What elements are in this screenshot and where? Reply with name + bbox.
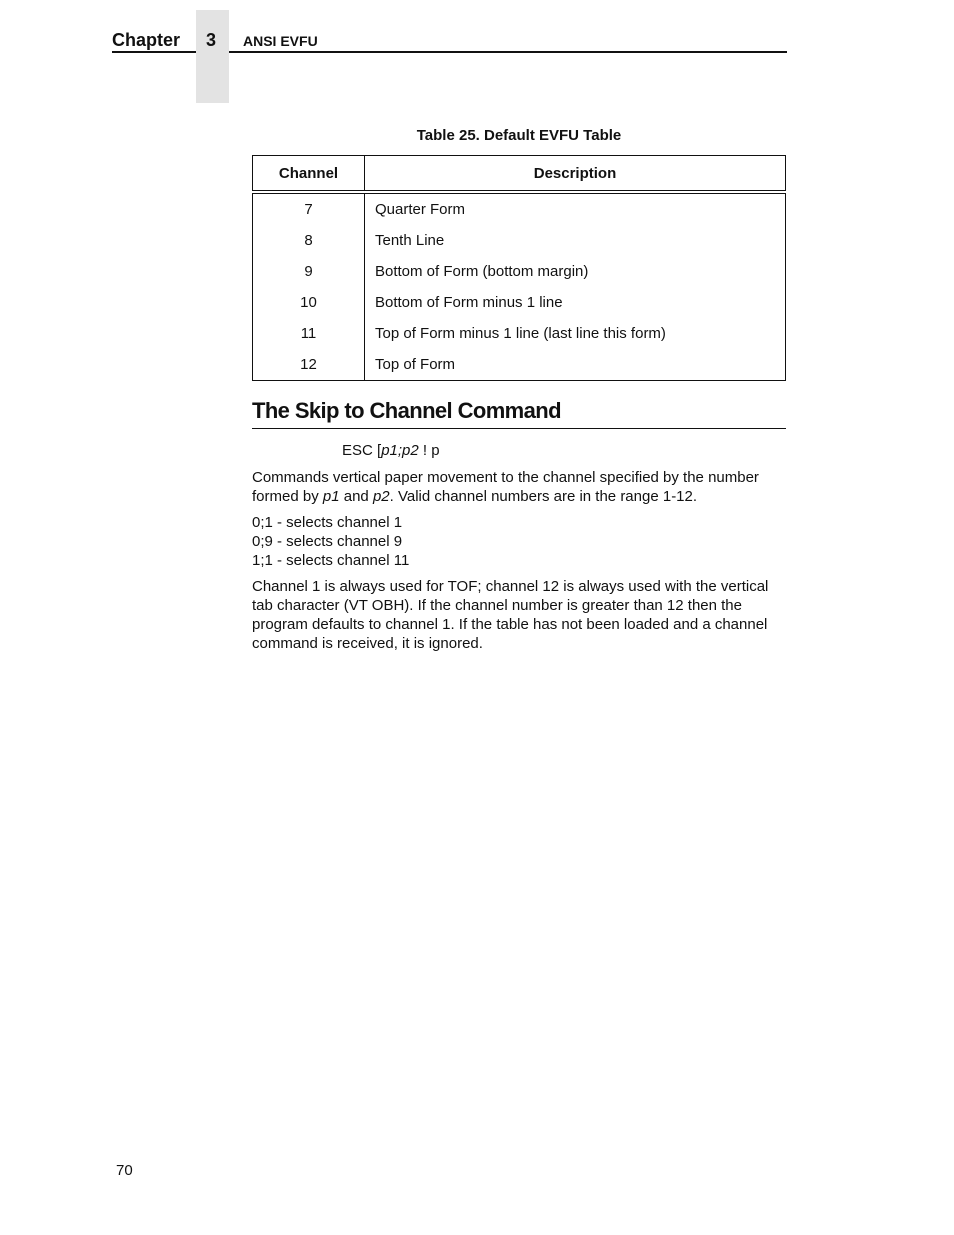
description-text: Commands vertical paper movement to the channel specified by the number formed by [252, 469, 759, 505]
description-cell: Top of Form minus 1 line (last line this form) [375, 325, 666, 342]
section-heading: The Skip to Channel Command [252, 398, 786, 429]
table-row [253, 287, 786, 318]
header-rule-right [229, 51, 787, 53]
examples-list [252, 513, 792, 570]
command-description [252, 468, 792, 506]
example-item: 0;9 - selects channel 9 [252, 533, 403, 550]
channel-note: Channel 1 is always used for TOF; channel 12 is always used with the vertical tab character (VT OBH). If the channel number is greater than 12 then the program defaults to channel 1. If the table has not been loaded and a channel command is received, it is ignored. [252, 578, 769, 652]
column-header-description: Description [365, 156, 786, 193]
command-syntax [342, 442, 440, 459]
channel-cell: 10 [253, 287, 365, 318]
table-header-row [253, 156, 786, 193]
description-text: . Valid channel numbers are in the range 1-12. [389, 488, 698, 505]
description-cell: Quarter Form [375, 201, 466, 218]
table-row [253, 192, 786, 225]
evfu-table [252, 155, 786, 381]
table-row [253, 256, 786, 287]
chapter-label: Chapter [112, 30, 181, 50]
description-cell: Tenth Line [375, 232, 445, 249]
table-row [253, 318, 786, 349]
chapter-number: 3 [205, 30, 216, 50]
param-p2: p2 [372, 488, 390, 505]
syntax-suffix: ! p [418, 442, 440, 459]
description-cell: Bottom of Form (bottom margin) [375, 263, 589, 280]
channel-cell: 12 [253, 349, 365, 381]
example-item: 1;1 - selects channel 11 [252, 552, 410, 569]
channel-cell: 9 [253, 256, 365, 287]
description-cell: Bottom of Form minus 1 line [375, 294, 563, 311]
example-item: 0;1 - selects channel 1 [252, 514, 403, 531]
column-header-channel: Channel [253, 156, 365, 193]
syntax-params: p1;p2 [381, 442, 419, 459]
table-row [253, 349, 786, 381]
channel-cell: 7 [253, 192, 365, 225]
table-row [253, 225, 786, 256]
channel-cell: 8 [253, 225, 365, 256]
syntax-prefix: ESC [ [342, 442, 382, 459]
chapter-tab [196, 10, 229, 103]
page-number: 70 [116, 1162, 133, 1179]
description-cell: Top of Form [375, 356, 456, 373]
param-p1: p1 [322, 488, 340, 505]
channel-cell: 11 [253, 318, 365, 349]
chapter-title: ANSI EVFU [243, 33, 318, 49]
header-rule-left [112, 51, 196, 53]
description-text: and [339, 488, 373, 505]
table-caption: Table 25. Default EVFU Table [416, 127, 622, 144]
